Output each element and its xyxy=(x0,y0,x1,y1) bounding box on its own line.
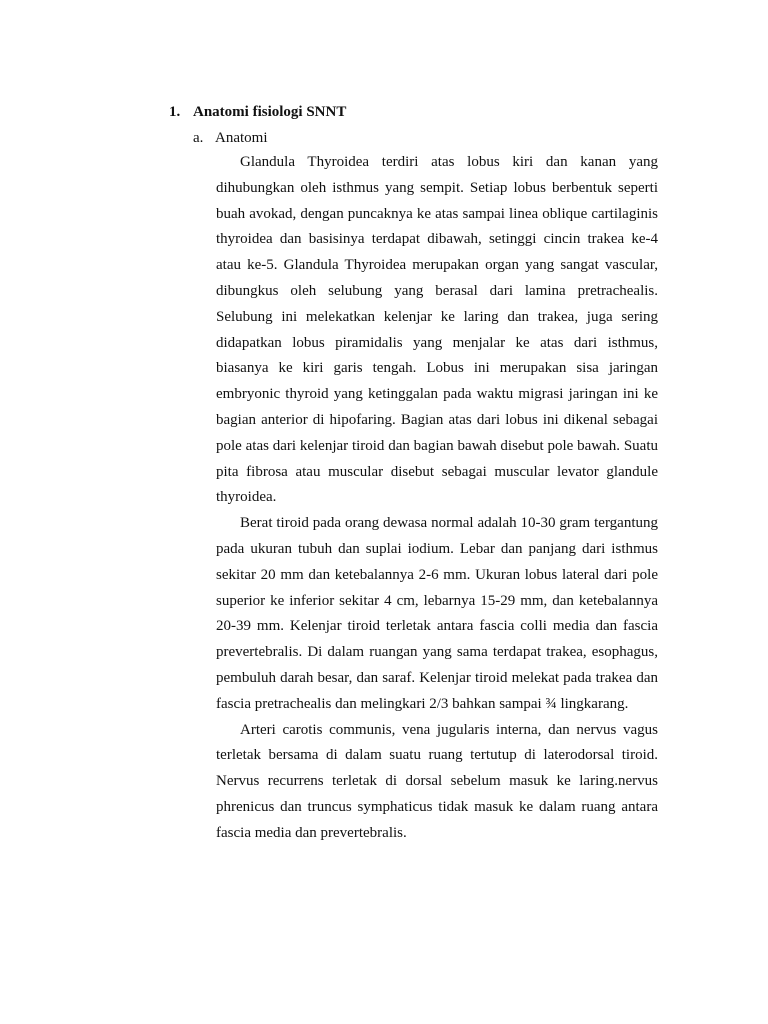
paragraph-anatomy-structure: Glandula Thyroidea terdiri atas lobus kiri dan kanan yang dihubungkan oleh isthmus yang sempit. Setiap lobus berbentuk seperti buah avokad, dengan puncaknya ke atas sampai linea oblique cartilaginis thyroidea dan basisinya terdapat dibawah, setinggi cincin trakea ke-4 atau ke-5. Glandula Thyroidea merupakan organ yang sangat vascular, dibungkus oleh selubung yang berasal dari lamina pretrachealis. Selubung ini melekatkan kelenjar ke laring dan trakea, juga sering didapatkan lobus piramidalis yang menjalar ke atas dari isthmus, biasanya ke kiri garis tengah. Lobus ini merupakan sisa jaringan embryonic thyroid yang ketinggalan pada waktu migrasi jaringan ini ke bagian anterior di hipofaring. Bagian atas dari lobus ini dikenal sebagai pole atas dari kelenjar tiroid dan bagian bawah disebut pole bawah. Suatu pita fibrosa atau muscular disebut sebagai muscular levator glandule thyroidea. xyxy=(216,154,658,506)
paragraph-thyroid-size: Berat tiroid pada orang dewasa normal adalah 10-30 gram tergantung pada ukuran tubuh dan suplai iodium. Lebar dan panjang dari isthmus sekitar 20 mm dan ketebalannya 2-6 mm. Ukuran lobus lateral dari pole superior ke inferior sekitar 4 cm, lebarnya 15-29 mm, dan ketebalannya 20-39 mm. Kelenjar tiroid terletak antara fascia colli media dan fascia prevertebralis. Di dalam ruangan yang sama terdapat trakea, esophagus, pembuluh darah besar, dan saraf. Kelenjar tiroid melekat pada trakea dan fascia pretrachealis dan melingkari 2/3 bahkan sampai ¾ lingkarang. xyxy=(216,515,658,712)
section-heading xyxy=(169,102,346,122)
paragraph-vessels-nerves: Arteri carotis communis, vena jugularis interna, dan nervus vagus terletak bersama di dalam suatu ruang tertutup di laterodorsal tiroid. Nervus recurrens terletak di dorsal sebelum masuk ke laring.nervus phrenicus dan truncus symphaticus tidak masuk ke dalam ruang antara fascia media dan prevertebralis. xyxy=(216,721,658,841)
subsection-heading xyxy=(193,128,268,148)
subsection-number: a. xyxy=(193,130,204,146)
section-title: Anatomi fisiologi SNNT xyxy=(193,104,347,120)
subsection-title: Anatomi xyxy=(215,130,268,146)
section-number: 1. xyxy=(169,104,181,120)
body-text xyxy=(216,150,658,847)
